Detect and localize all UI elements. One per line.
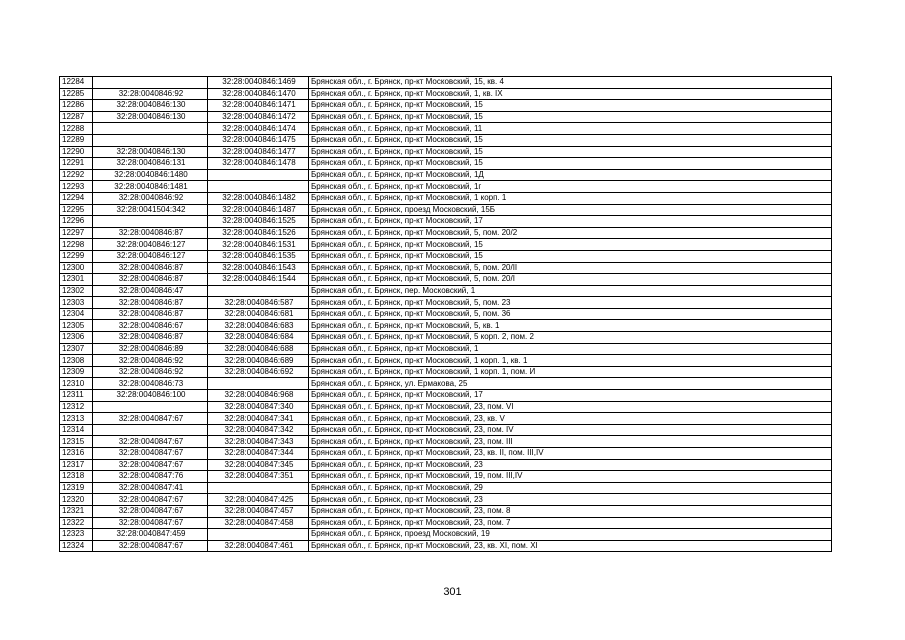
object-cadastral-number-cell: 32:28:0040846:1543 — [208, 262, 309, 274]
cadastral-number-cell: 32:28:0041504:342 — [93, 204, 208, 216]
address-cell: Брянская обл., г. Брянск, проезд Московский, 15Б — [309, 204, 832, 216]
cadastral-number-cell: 32:28:0040847:67 — [93, 540, 208, 552]
object-cadastral-number-cell: 32:28:0040846:689 — [208, 355, 309, 367]
table-row — [60, 192, 832, 204]
row-number-cell: 12302 — [60, 285, 93, 297]
row-number-cell: 12306 — [60, 332, 93, 344]
address-cell: Брянская обл., г. Брянск, пр-кт Московский, 15 — [309, 158, 832, 170]
object-cadastral-number-cell: 32:28:0040847:457 — [208, 505, 309, 517]
object-cadastral-number-cell — [208, 529, 309, 541]
cadastral-number-cell: 32:28:0040847:67 — [93, 436, 208, 448]
table-row — [60, 216, 832, 228]
row-number-cell: 12308 — [60, 355, 93, 367]
address-cell: Брянская обл., г. Брянск, пр-кт Московский, 15 — [309, 111, 832, 123]
cadastral-number-cell: 32:28:0040846:130 — [93, 100, 208, 112]
table-row — [60, 494, 832, 506]
address-cell: Брянская обл., г. Брянск, пр-кт Московский, 5, пом. 20/2 — [309, 227, 832, 239]
address-cell: Брянская обл., г. Брянск, пр-кт Московский, 1г — [309, 181, 832, 193]
row-number-cell: 12317 — [60, 459, 93, 471]
cadastral-number-cell: 32:28:0040847:41 — [93, 482, 208, 494]
address-cell: Брянская обл., г. Брянск, пр-кт Московский, 15 — [309, 239, 832, 251]
table-row — [60, 134, 832, 146]
table-row — [60, 146, 832, 158]
object-cadastral-number-cell: 32:28:0040846:1478 — [208, 158, 309, 170]
cadastral-number-cell: 32:28:0040846:87 — [93, 227, 208, 239]
address-cell: Брянская обл., г. Брянск, пр-кт Московский, 15 — [309, 100, 832, 112]
address-cell: Брянская обл., г. Брянск, пр-кт Московский, 5 корп. 2, пом. 2 — [309, 332, 832, 344]
address-cell: Брянская обл., г. Брянск, пр-кт Московский, 15 — [309, 250, 832, 262]
row-number-cell: 12290 — [60, 146, 93, 158]
row-number-cell: 12320 — [60, 494, 93, 506]
object-cadastral-number-cell: 32:28:0040846:587 — [208, 297, 309, 309]
address-cell: Брянская обл., г. Брянск, пр-кт Московский, 5, кв. 1 — [309, 320, 832, 332]
object-cadastral-number-cell: 32:28:0040846:1475 — [208, 134, 309, 146]
row-number-cell: 12301 — [60, 274, 93, 286]
cadastral-number-cell: 32:28:0040846:67 — [93, 320, 208, 332]
address-cell: Брянская обл., г. Брянск, пр-кт Московский, 5, пом. 20/I — [309, 274, 832, 286]
row-number-cell: 12309 — [60, 366, 93, 378]
table-row — [60, 366, 832, 378]
address-cell: Брянская обл., г. Брянск, пер. Московский, 1 — [309, 285, 832, 297]
cadastral-number-cell: 32:28:0040846:73 — [93, 378, 208, 390]
table-row — [60, 505, 832, 517]
address-cell: Брянская обл., г. Брянск, пр-кт Московский, 23 — [309, 494, 832, 506]
page-number: 301 — [443, 586, 462, 598]
cadastral-number-cell: 32:28:0040846:47 — [93, 285, 208, 297]
address-cell: Брянская обл., г. Брянск, пр-кт Московский, 1 корп. 1 — [309, 192, 832, 204]
address-cell: Брянская обл., г. Брянск, пр-кт Московский, 23, кв. II, пом. III,IV — [309, 448, 832, 460]
cadastral-number-cell: 32:28:0040847:459 — [93, 529, 208, 541]
table-row — [60, 88, 832, 100]
row-number-cell: 12313 — [60, 413, 93, 425]
object-cadastral-number-cell: 32:28:0040846:1487 — [208, 204, 309, 216]
row-number-cell: 12294 — [60, 192, 93, 204]
address-cell: Брянская обл., г. Брянск, пр-кт Московский, 15, кв. 4 — [309, 77, 832, 89]
row-number-cell: 12314 — [60, 424, 93, 436]
row-number-cell: 12297 — [60, 227, 93, 239]
table-row — [60, 77, 832, 89]
address-cell: Брянская обл., г. Брянск, пр-кт Московский, 5, пом. 36 — [309, 308, 832, 320]
row-number-cell: 12312 — [60, 401, 93, 413]
cadastral-number-cell: 32:28:0040846:1480 — [93, 169, 208, 181]
address-cell: Брянская обл., г. Брянск, пр-кт Московский, 11 — [309, 123, 832, 135]
address-cell: Брянская обл., г. Брянск, пр-кт Московский, 29 — [309, 482, 832, 494]
row-number-cell: 12298 — [60, 239, 93, 251]
records-table-body — [60, 77, 832, 552]
row-number-cell: 12293 — [60, 181, 93, 193]
object-cadastral-number-cell: 32:28:0040847:343 — [208, 436, 309, 448]
object-cadastral-number-cell — [208, 181, 309, 193]
cadastral-number-cell: 32:28:0040846:87 — [93, 274, 208, 286]
table-row — [60, 343, 832, 355]
object-cadastral-number-cell: 32:28:0040846:1471 — [208, 100, 309, 112]
address-cell: Брянская обл., г. Брянск, пр-кт Московский, 5, пом. 23 — [309, 297, 832, 309]
row-number-cell: 12305 — [60, 320, 93, 332]
address-cell: Брянская обл., г. Брянск, пр-кт Московский, 23 — [309, 459, 832, 471]
cadastral-number-cell: 32:28:0040846:92 — [93, 355, 208, 367]
table-row — [60, 424, 832, 436]
table-row — [60, 285, 832, 297]
cadastral-number-cell: 32:28:0040847:67 — [93, 505, 208, 517]
object-cadastral-number-cell: 32:28:0040846:1525 — [208, 216, 309, 228]
address-cell: Брянская обл., г. Брянск, пр-кт Московский, 23, пом. 8 — [309, 505, 832, 517]
cadastral-number-cell — [93, 424, 208, 436]
table-row — [60, 204, 832, 216]
object-cadastral-number-cell: 32:28:0040846:1469 — [208, 77, 309, 89]
object-cadastral-number-cell: 32:28:0040847:341 — [208, 413, 309, 425]
row-number-cell: 12286 — [60, 100, 93, 112]
object-cadastral-number-cell — [208, 378, 309, 390]
table-row — [60, 332, 832, 344]
table-row — [60, 297, 832, 309]
cadastral-number-cell: 32:28:0040846:87 — [93, 297, 208, 309]
address-cell: Брянская обл., г. Брянск, пр-кт Московский, 23, кв. XI, пом. XI — [309, 540, 832, 552]
cadastral-number-cell: 32:28:0040847:67 — [93, 413, 208, 425]
cadastral-number-cell — [93, 77, 208, 89]
table-row — [60, 448, 832, 460]
row-number-cell: 12323 — [60, 529, 93, 541]
object-cadastral-number-cell: 32:28:0040847:461 — [208, 540, 309, 552]
row-number-cell: 12285 — [60, 88, 93, 100]
cadastral-number-cell: 32:28:0040847:67 — [93, 448, 208, 460]
row-number-cell: 12318 — [60, 471, 93, 483]
address-cell: Брянская обл., г. Брянск, пр-кт Московский, 17 — [309, 216, 832, 228]
table-row — [60, 227, 832, 239]
object-cadastral-number-cell: 32:28:0040846:1482 — [208, 192, 309, 204]
object-cadastral-number-cell: 32:28:0040847:345 — [208, 459, 309, 471]
row-number-cell: 12295 — [60, 204, 93, 216]
row-number-cell: 12321 — [60, 505, 93, 517]
table-row — [60, 308, 832, 320]
records-table — [59, 76, 832, 552]
table-row — [60, 355, 832, 367]
table-row — [60, 123, 832, 135]
table-row — [60, 390, 832, 402]
cadastral-number-cell — [93, 134, 208, 146]
object-cadastral-number-cell — [208, 285, 309, 297]
object-cadastral-number-cell: 32:28:0040846:1474 — [208, 123, 309, 135]
object-cadastral-number-cell: 32:28:0040847:344 — [208, 448, 309, 460]
cadastral-number-cell: 32:28:0040846:1481 — [93, 181, 208, 193]
address-cell: Брянская обл., г. Брянск, пр-кт Московский, 17 — [309, 390, 832, 402]
cadastral-number-cell: 32:28:0040846:89 — [93, 343, 208, 355]
row-number-cell: 12311 — [60, 390, 93, 402]
object-cadastral-number-cell: 32:28:0040846:1470 — [208, 88, 309, 100]
row-number-cell: 12299 — [60, 250, 93, 262]
object-cadastral-number-cell: 32:28:0040846:684 — [208, 332, 309, 344]
table-row — [60, 529, 832, 541]
address-cell: Брянская обл., г. Брянск, ул. Ермакова, 25 — [309, 378, 832, 390]
table-row — [60, 262, 832, 274]
cadastral-number-cell: 32:28:0040846:130 — [93, 111, 208, 123]
cadastral-number-cell — [93, 123, 208, 135]
address-cell: Брянская обл., г. Брянск, пр-кт Московский, 1 корп. 1, кв. 1 — [309, 355, 832, 367]
address-cell: Брянская обл., г. Брянск, пр-кт Московский, 23, пом. VI — [309, 401, 832, 413]
row-number-cell: 12324 — [60, 540, 93, 552]
table-row — [60, 517, 832, 529]
table-row — [60, 111, 832, 123]
table-row — [60, 471, 832, 483]
row-number-cell: 12303 — [60, 297, 93, 309]
object-cadastral-number-cell: 32:28:0040847:458 — [208, 517, 309, 529]
table-row — [60, 274, 832, 286]
cadastral-number-cell: 32:28:0040846:127 — [93, 239, 208, 251]
row-number-cell: 12322 — [60, 517, 93, 529]
object-cadastral-number-cell: 32:28:0040846:1477 — [208, 146, 309, 158]
row-number-cell: 12296 — [60, 216, 93, 228]
object-cadastral-number-cell: 32:28:0040846:1531 — [208, 239, 309, 251]
row-number-cell: 12315 — [60, 436, 93, 448]
table-row — [60, 459, 832, 471]
cadastral-number-cell: 32:28:0040847:67 — [93, 517, 208, 529]
table-row — [60, 436, 832, 448]
address-cell: Брянская обл., г. Брянск, проезд Московский, 19 — [309, 529, 832, 541]
row-number-cell: 12300 — [60, 262, 93, 274]
object-cadastral-number-cell: 32:28:0040846:1544 — [208, 274, 309, 286]
address-cell: Брянская обл., г. Брянск, пр-кт Московский, 23, пом. III — [309, 436, 832, 448]
address-cell: Брянская обл., г. Брянск, пр-кт Московский, 23, пом. IV — [309, 424, 832, 436]
address-cell: Брянская обл., г. Брянск, пр-кт Московский, 1Д — [309, 169, 832, 181]
address-cell: Брянская обл., г. Брянск, пр-кт Московский, 23, кв. V — [309, 413, 832, 425]
cadastral-number-cell: 32:28:0040846:92 — [93, 192, 208, 204]
address-cell: Брянская обл., г. Брянск, пр-кт Московский, 23, пом. 7 — [309, 517, 832, 529]
object-cadastral-number-cell: 32:28:0040846:681 — [208, 308, 309, 320]
object-cadastral-number-cell: 32:28:0040846:692 — [208, 366, 309, 378]
row-number-cell: 12319 — [60, 482, 93, 494]
address-cell: Брянская обл., г. Брянск, пр-кт Московский, 15 — [309, 134, 832, 146]
address-cell: Брянская обл., г. Брянск, пр-кт Московский, 15 — [309, 146, 832, 158]
object-cadastral-number-cell: 32:28:0040847:425 — [208, 494, 309, 506]
row-number-cell: 12284 — [60, 77, 93, 89]
cadastral-number-cell — [93, 216, 208, 228]
table-row — [60, 413, 832, 425]
table-row — [60, 100, 832, 112]
table-row — [60, 250, 832, 262]
table-row — [60, 320, 832, 332]
table-row — [60, 158, 832, 170]
cadastral-number-cell: 32:28:0040846:100 — [93, 390, 208, 402]
address-cell: Брянская обл., г. Брянск, пр-кт Московский, 1, кв. IX — [309, 88, 832, 100]
cadastral-number-cell: 32:28:0040847:76 — [93, 471, 208, 483]
cadastral-number-cell: 32:28:0040846:92 — [93, 366, 208, 378]
cadastral-number-cell: 32:28:0040847:67 — [93, 494, 208, 506]
cadastral-number-cell: 32:28:0040846:87 — [93, 308, 208, 320]
table-row — [60, 378, 832, 390]
object-cadastral-number-cell: 32:28:0040846:683 — [208, 320, 309, 332]
object-cadastral-number-cell: 32:28:0040846:968 — [208, 390, 309, 402]
cadastral-number-cell — [93, 401, 208, 413]
object-cadastral-number-cell: 32:28:0040846:1526 — [208, 227, 309, 239]
row-number-cell: 12287 — [60, 111, 93, 123]
object-cadastral-number-cell: 32:28:0040846:1472 — [208, 111, 309, 123]
address-cell: Брянская обл., г. Брянск, пр-кт Московский, 1 — [309, 343, 832, 355]
object-cadastral-number-cell: 32:28:0040847:342 — [208, 424, 309, 436]
row-number-cell: 12292 — [60, 169, 93, 181]
cadastral-number-cell: 32:28:0040846:127 — [93, 250, 208, 262]
row-number-cell: 12289 — [60, 134, 93, 146]
object-cadastral-number-cell — [208, 482, 309, 494]
object-cadastral-number-cell: 32:28:0040847:340 — [208, 401, 309, 413]
table-row — [60, 169, 832, 181]
address-cell: Брянская обл., г. Брянск, пр-кт Московский, 19, пом. III,IV — [309, 471, 832, 483]
table-row — [60, 181, 832, 193]
cadastral-number-cell: 32:28:0040846:130 — [93, 146, 208, 158]
row-number-cell: 12288 — [60, 123, 93, 135]
object-cadastral-number-cell — [208, 169, 309, 181]
cadastral-number-cell: 32:28:0040846:87 — [93, 262, 208, 274]
cadastral-number-cell: 32:28:0040846:92 — [93, 88, 208, 100]
address-cell: Брянская обл., г. Брянск, пр-кт Московский, 1 корп. 1, пом. И — [309, 366, 832, 378]
cadastral-number-cell: 32:28:0040847:67 — [93, 459, 208, 471]
row-number-cell: 12316 — [60, 448, 93, 460]
table-row — [60, 401, 832, 413]
object-cadastral-number-cell: 32:28:0040847:351 — [208, 471, 309, 483]
cadastral-number-cell: 32:28:0040846:131 — [93, 158, 208, 170]
address-cell: Брянская обл., г. Брянск, пр-кт Московский, 5, пом. 20/II — [309, 262, 832, 274]
table-row — [60, 482, 832, 494]
table-row — [60, 540, 832, 552]
cadastral-number-cell: 32:28:0040846:87 — [93, 332, 208, 344]
row-number-cell: 12310 — [60, 378, 93, 390]
row-number-cell: 12307 — [60, 343, 93, 355]
table-row — [60, 239, 832, 251]
object-cadastral-number-cell: 32:28:0040846:1535 — [208, 250, 309, 262]
object-cadastral-number-cell: 32:28:0040846:688 — [208, 343, 309, 355]
row-number-cell: 12304 — [60, 308, 93, 320]
row-number-cell: 12291 — [60, 158, 93, 170]
